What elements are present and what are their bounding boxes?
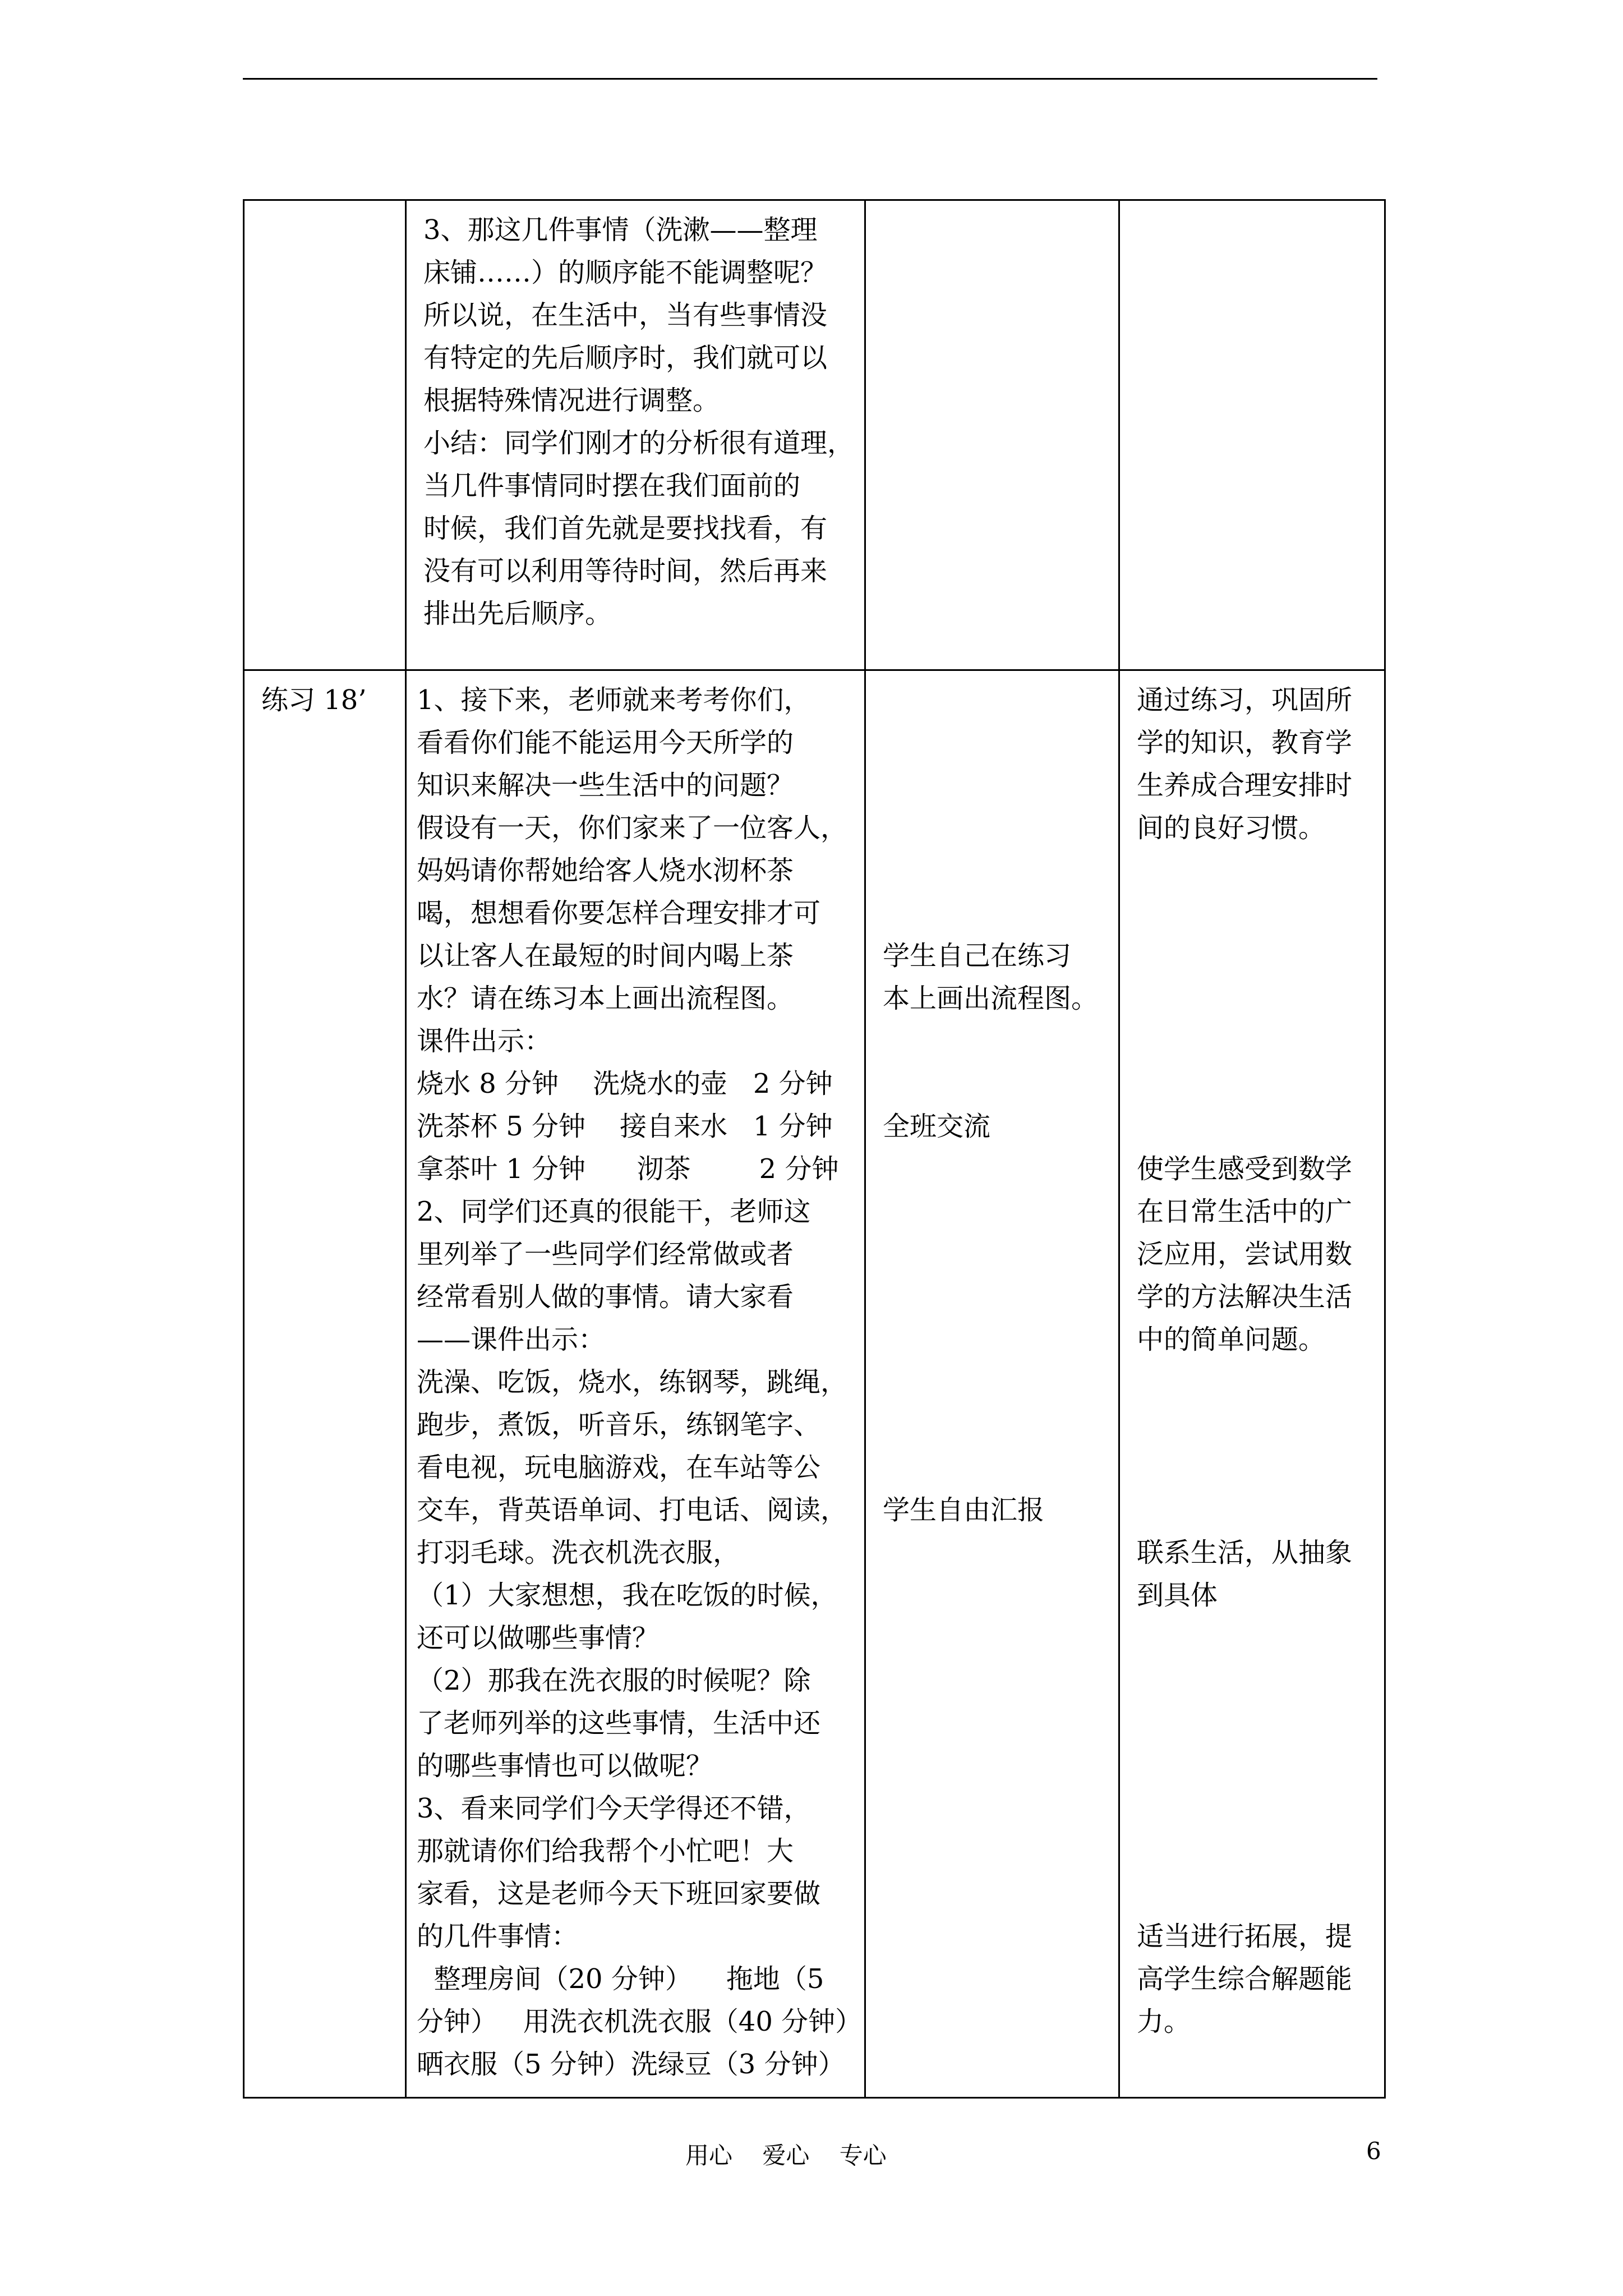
text-line: 看看你们能不能运用今天所学的	[417, 727, 794, 758]
text-line: 有特定的先后顺序时，我们就可以	[423, 342, 828, 374]
cell-student-activity	[865, 670, 1119, 2098]
text-line: 洗茶杯 5 分钟 接自来水 1 分钟	[417, 1111, 833, 1142]
text-line: 课件出示：	[417, 1025, 552, 1057]
text-line: 了老师列举的这些事情，生活中还	[417, 1708, 821, 1739]
text-line: 1、接下来，老师就来考考你们，	[417, 684, 811, 716]
text-line: （2）那我在洗衣服的时候呢？除	[417, 1665, 811, 1696]
text-line: 力。	[1137, 2006, 1191, 2037]
text-line: 3、那这几件事情（洗漱——整理	[423, 214, 818, 246]
text-line: 水？请在练习本上画出流程图。	[417, 983, 794, 1014]
text-line: 没有可以利用等待时间，然后再来	[423, 555, 828, 587]
text-line: 根据特殊情况进行调整。	[423, 385, 720, 416]
text-line: 里列举了一些同学们经常做或者	[417, 1239, 794, 1270]
text-line: 假设有一天，你们家来了一位客人，	[417, 812, 848, 844]
text-line: 学的知识，教育学	[1137, 727, 1353, 758]
table-row	[244, 200, 1385, 670]
text-line: 排出先后顺序。	[423, 598, 612, 629]
text-line: 适当进行拓展，提	[1137, 1921, 1353, 1952]
text-line: 学的方法解决生活	[1137, 1281, 1353, 1313]
cell-design-intent	[1119, 670, 1385, 2098]
text-line: 所以说，在生活中，当有些事情没	[423, 300, 828, 331]
text-line: 使学生感受到数学	[1137, 1153, 1353, 1185]
text-line: 那就请你们给我帮个小忙吧！大	[417, 1835, 794, 1867]
text-line: 洗澡、吃饭，烧水，练钢琴，跳绳，	[417, 1366, 848, 1398]
text-line: 喝，想想看你要怎样合理安排才可	[417, 898, 821, 929]
text-line: 中的简单问题。	[1137, 1324, 1326, 1355]
text-line: 经常看别人做的事情。请大家看	[417, 1281, 794, 1313]
text-line: 练习 18’	[261, 684, 367, 716]
text-line: 小结：同学们刚才的分析很有道理，	[423, 427, 855, 459]
text-line: 在日常生活中的广	[1137, 1196, 1353, 1227]
text-line: 全班交流	[883, 1111, 991, 1142]
cell-teacher-activity	[406, 200, 865, 670]
text-line: 当几件事情同时摆在我们面前的	[423, 470, 801, 501]
text-line: 跑步，煮饭，听音乐，练钢笔字、	[417, 1409, 821, 1441]
text-line: 交车，背英语单词、打电话、阅读，	[417, 1494, 848, 1526]
text-line: 3、看来同学们今天学得还不错，	[417, 1793, 811, 1824]
text-line: 到具体	[1137, 1580, 1218, 1611]
text-line: 家看，这是老师今天下班回家要做	[417, 1878, 821, 1910]
text-line: 的哪些事情也可以做呢？	[417, 1750, 713, 1782]
cell-teacher-activity	[406, 670, 865, 2098]
cell-student-activity	[865, 200, 1119, 670]
text-line: 看电视，玩电脑游戏，在车站等公	[417, 1452, 821, 1483]
lesson-plan-table	[243, 199, 1386, 2099]
cell-stage	[244, 200, 406, 670]
text-line: 通过练习，巩固所	[1137, 684, 1353, 716]
text-line: 的几件事情：	[417, 1921, 579, 1952]
text-line: 泛应用，尝试用数	[1137, 1239, 1353, 1270]
text-line: 以让客人在最短的时间内喝上茶	[417, 940, 794, 972]
text-line: 本上画出流程图。	[883, 983, 1099, 1014]
text-line: 还可以做哪些事情？	[417, 1622, 660, 1654]
cell-stage	[244, 670, 406, 2098]
text-line: 烧水 8 分钟 洗烧水的壶 2 分钟	[417, 1068, 833, 1099]
text-line: 2、同学们还真的很能干，老师这	[417, 1196, 811, 1227]
text-line: 生养成合理安排时	[1137, 770, 1353, 801]
cell-design-intent	[1119, 200, 1385, 670]
text-line: 打羽毛球。洗衣机洗衣服，	[417, 1537, 740, 1568]
text-line: 拿茶叶 1 分钟 沏茶 2 分钟	[417, 1153, 839, 1185]
text-line: 分钟） 用洗衣机洗衣服（40 分钟）	[417, 2006, 863, 2037]
text-line: 知识来解决一些生活中的问题？	[417, 770, 794, 801]
text-line: 床铺……）的顺序能不能调整呢？	[423, 257, 828, 288]
text-line: 学生自由汇报	[883, 1494, 1045, 1526]
text-line: 妈妈请你帮她给客人烧水沏杯茶	[417, 855, 794, 886]
footer-text: 用心 爱心 专心	[685, 2142, 887, 2169]
text-line: 晒衣服（5 分钟）洗绿豆（3 分钟）	[417, 2049, 845, 2080]
text-line: 高学生综合解题能	[1137, 1963, 1353, 1995]
text-line: 整理房间（20 分钟） 拖地（5	[417, 1963, 824, 1995]
text-line: 联系生活，从抽象	[1137, 1537, 1353, 1568]
text-line: ——课件出示：	[417, 1324, 606, 1355]
text-line: 间的良好习惯。	[1137, 812, 1326, 844]
text-line: 学生自己在练习	[883, 940, 1072, 972]
text-line: （1）大家想想，我在吃饭的时候，	[417, 1580, 838, 1611]
header-rule	[243, 78, 1377, 80]
page-number: 6	[1366, 2137, 1381, 2165]
text-line: 时候，我们首先就是要找找看，有	[423, 513, 828, 544]
table-row	[244, 670, 1385, 2098]
